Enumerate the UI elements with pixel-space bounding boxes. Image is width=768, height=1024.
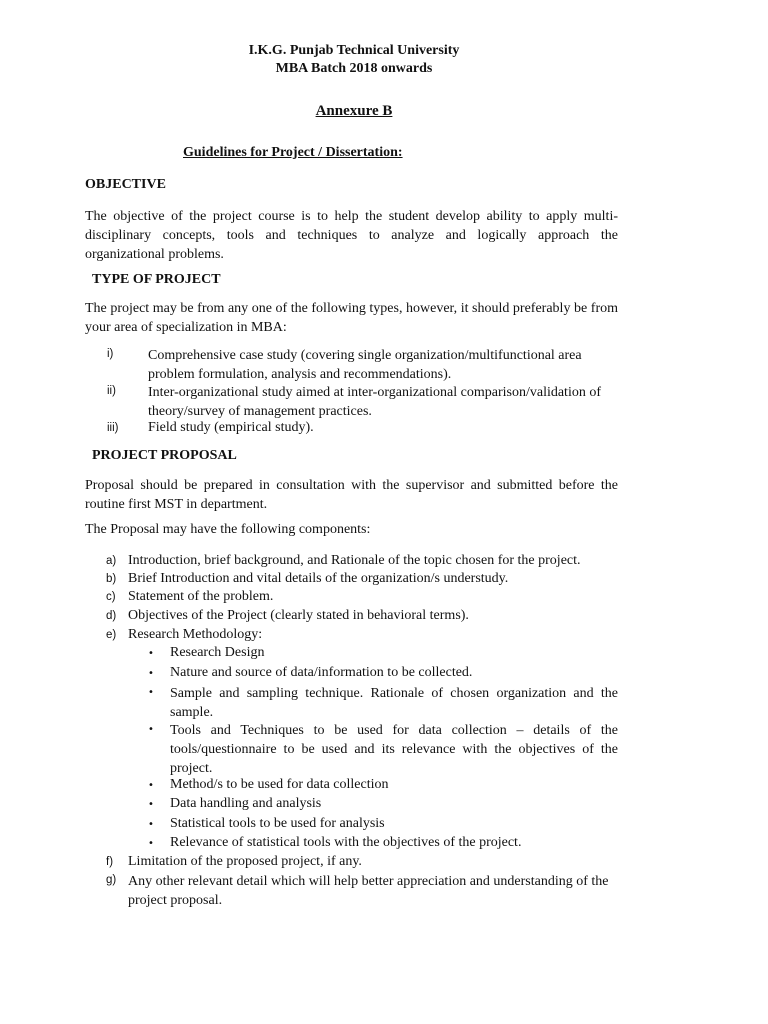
list-marker: e) bbox=[106, 629, 117, 641]
annexure-title: Annexure B bbox=[315, 103, 393, 119]
list-marker: iii) bbox=[107, 422, 119, 434]
bullet-item: Method/s to be used for data collection bbox=[170, 777, 389, 792]
list-item: Any other relevant detail which will help better appreciation and understanding of the project proposal. bbox=[128, 874, 609, 908]
objective-text: The objective of the project course is to help the student develop ability to apply multi-disciplinary concepts, tools and techniques to analyze and logically approach the organizational problems. bbox=[85, 209, 618, 262]
university-name: I.K.G. Punjab Technical University bbox=[248, 43, 460, 58]
bullet-icon: • bbox=[148, 648, 154, 659]
list-marker: ii) bbox=[107, 385, 116, 397]
components-intro: The Proposal may have the following components: bbox=[85, 522, 371, 537]
bullet-icon: • bbox=[148, 799, 154, 810]
list-item: Research Methodology: bbox=[128, 627, 263, 642]
bullet-icon: • bbox=[148, 687, 154, 698]
project-proposal-heading: PROJECT PROPOSAL bbox=[92, 448, 237, 463]
list-item: Objectives of the Project (clearly stated in behavioral terms). bbox=[128, 608, 469, 623]
bullet-icon: • bbox=[148, 780, 154, 791]
list-item: Inter-organizational study aimed at inter-organizational comparison/validation of theory/survey of management practices. bbox=[148, 385, 601, 419]
bullet-item: Nature and source of data/information to be collected. bbox=[170, 665, 473, 680]
type-of-project-intro: The project may be from any one of the following types, however, it should preferably be from your area of specialization in MBA: bbox=[85, 301, 618, 335]
list-marker: b) bbox=[106, 573, 117, 585]
bullet-item: Research Design bbox=[170, 645, 265, 660]
objective-heading: OBJECTIVE bbox=[85, 177, 166, 192]
bullet-item: Statistical tools to be used for analysis bbox=[170, 816, 385, 831]
bullet-icon: • bbox=[148, 724, 154, 735]
guidelines-title: Guidelines for Project / Dissertation: bbox=[183, 145, 403, 160]
list-item: Introduction, brief background, and Rationale of the topic chosen for the project. bbox=[128, 553, 581, 568]
bullet-item: Tools and Techniques to be used for data collection – details of the tools/questionnaire to be used and its relevance with the objectives of the project. bbox=[170, 723, 618, 776]
list-item: Field study (empirical study). bbox=[148, 420, 314, 435]
list-item: Comprehensive case study (covering single organization/multifunctional area problem formulation, analysis and recommendations). bbox=[148, 348, 582, 382]
list-marker: g) bbox=[106, 874, 117, 886]
list-marker: c) bbox=[106, 591, 116, 603]
batch-line: MBA Batch 2018 onwards bbox=[275, 61, 433, 76]
list-marker: i) bbox=[107, 348, 114, 360]
bullet-item: Data handling and analysis bbox=[170, 796, 322, 811]
list-marker: f) bbox=[106, 856, 114, 868]
bullet-icon: • bbox=[148, 668, 154, 679]
bullet-icon: • bbox=[148, 838, 154, 849]
list-marker: d) bbox=[106, 610, 117, 622]
list-marker: a) bbox=[106, 555, 117, 567]
list-item: Statement of the problem. bbox=[128, 589, 274, 604]
bullet-item: Sample and sampling technique. Rationale of chosen organization and the sample. bbox=[170, 686, 618, 720]
bullet-icon: • bbox=[148, 819, 154, 830]
type-of-project-heading: TYPE OF PROJECT bbox=[92, 272, 221, 287]
list-item: Limitation of the proposed project, if any. bbox=[128, 854, 362, 869]
project-proposal-text: Proposal should be prepared in consultation with the supervisor and submitted before the routine first MST in department. bbox=[85, 478, 618, 512]
bullet-item: Relevance of statistical tools with the objectives of the project. bbox=[170, 835, 522, 850]
list-item: Brief Introduction and vital details of the organization/s understudy. bbox=[128, 571, 509, 586]
